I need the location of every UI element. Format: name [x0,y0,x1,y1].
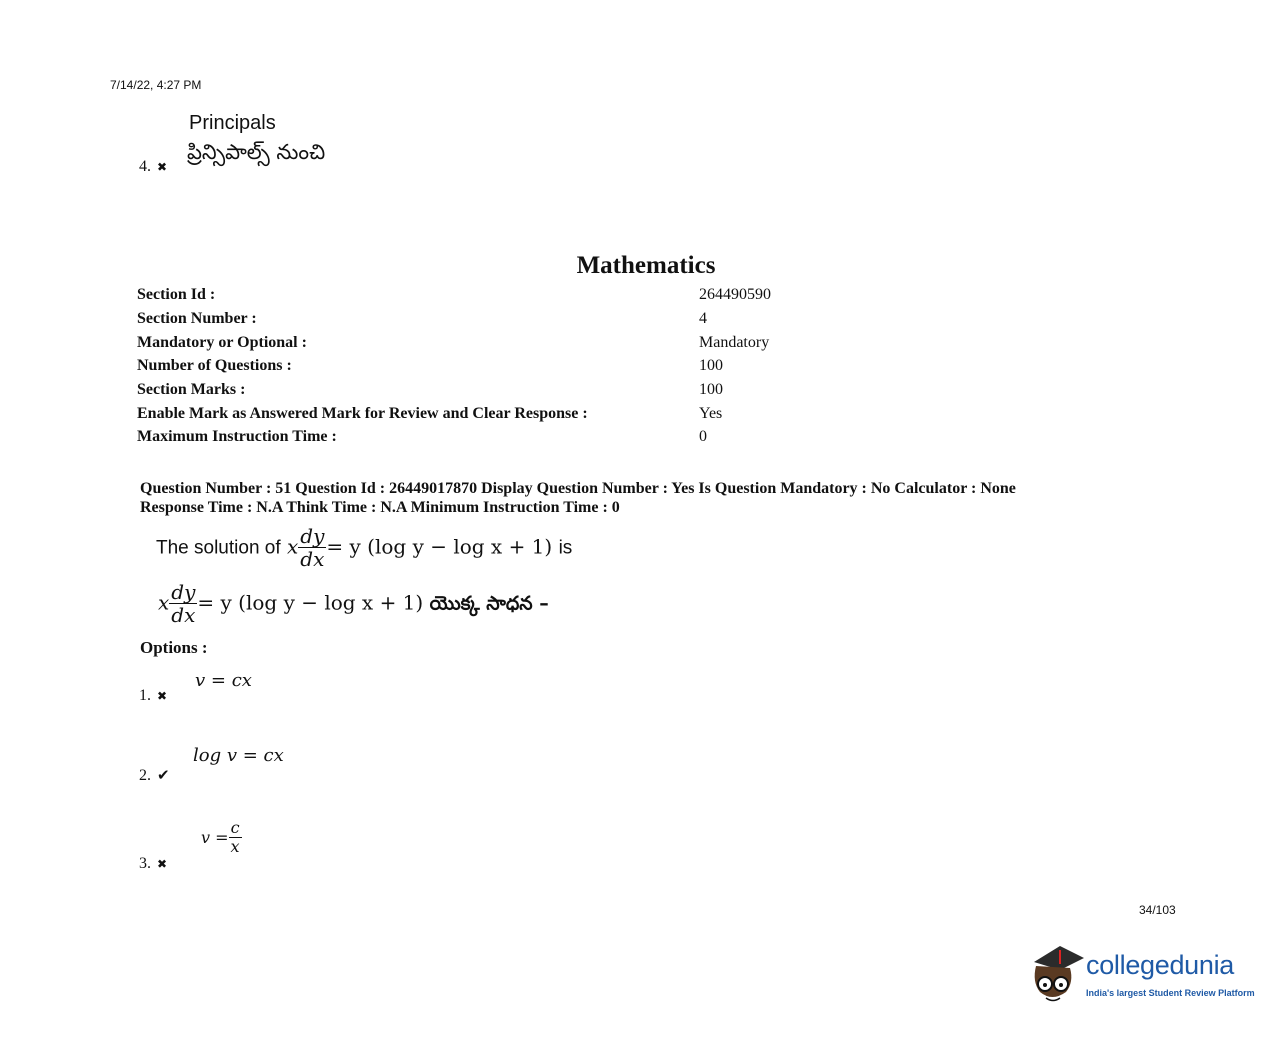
enable-mark-value: Yes [699,405,723,422]
enable-mark-label: Enable Mark as Answered Mark for Review and Clear Response : [137,405,588,422]
question-meta-line-1: Question Number : 51 Question Id : 26449017870 Display Question Number : Yes Is Question Mandatory : No Calculator : None [140,480,1016,497]
option-3-expression [201,820,242,855]
wrong-mark-icon: ✖ [157,160,168,174]
derivative-fraction [298,526,326,570]
options-label: Options : [140,638,208,657]
section-marks-value: 100 [699,381,723,398]
option-3-lhs: v = [201,828,229,848]
logo-wordmark: collegedunia [1086,950,1235,980]
question-meta-line-2: Response Time : N.A Think Time : N.A Minimum Instruction Time : 0 [140,499,620,516]
option-number: 1. [139,687,151,704]
equation-rhs: = y (log y − log x + 1) [197,590,424,615]
option-1-expression: v = cx [195,670,252,691]
fraction-numerator: dy [300,524,325,548]
option-number: 2. [139,767,151,784]
prev-option-number-row [139,158,167,176]
math-x: x [287,534,299,559]
prev-option-text-te: ప్రిన్సిపాల్స్ నుంచి [187,140,326,164]
section-id-value: 264490590 [699,286,771,303]
mascot-logo-icon [1026,940,1086,1010]
mandatory-value: Mandatory [699,334,770,351]
question-lead: The solution of [156,537,281,559]
option-2-expression: log v = cx [193,745,284,766]
section-number-value: 4 [699,310,707,327]
option-2-number-row [139,766,170,785]
math-x: x [158,590,170,615]
section-title: Mathematics [576,252,716,279]
fraction-numerator: dy [171,580,196,604]
max-instruction-time-value: 0 [699,428,707,445]
prev-option-text-en: Principals [189,112,276,134]
question-count-label: Number of Questions : [137,357,292,374]
section-number-label: Section Number : [137,310,257,327]
question-text-te [158,582,549,626]
max-instruction-time-label: Maximum Instruction Time : [137,428,337,445]
fraction-denominator: x [230,836,240,856]
fraction-denominator: dx [300,547,325,571]
option-3-number-row [139,855,167,873]
correct-mark-icon: ✔ [157,766,170,784]
option-1-number-row [139,687,167,705]
section-id-label: Section Id : [137,286,216,303]
derivative-fraction [169,582,197,626]
section-marks-label: Section Marks : [137,381,246,398]
fraction-denominator: dx [171,603,196,627]
mandatory-label: Mandatory or Optional : [137,334,307,351]
logo-tagline: India's largest Student Review Platform [1086,988,1255,998]
question-tail: is [558,537,573,559]
page-number: 34/103 [1139,903,1176,917]
wrong-mark-icon: ✖ [157,857,168,871]
option-number: 4. [139,158,151,175]
question-count-value: 100 [699,357,723,374]
wrong-mark-icon: ✖ [157,689,168,703]
question-tail-te: యొక్క సాధన – [429,592,549,615]
equation-rhs: = y (log y − log x + 1) [326,534,553,559]
option-number: 3. [139,855,151,872]
print-timestamp: 7/14/22, 4:27 PM [110,78,202,92]
fraction-numerator: c [229,820,242,838]
question-text-en [156,526,572,570]
option-3-fraction [229,820,242,855]
